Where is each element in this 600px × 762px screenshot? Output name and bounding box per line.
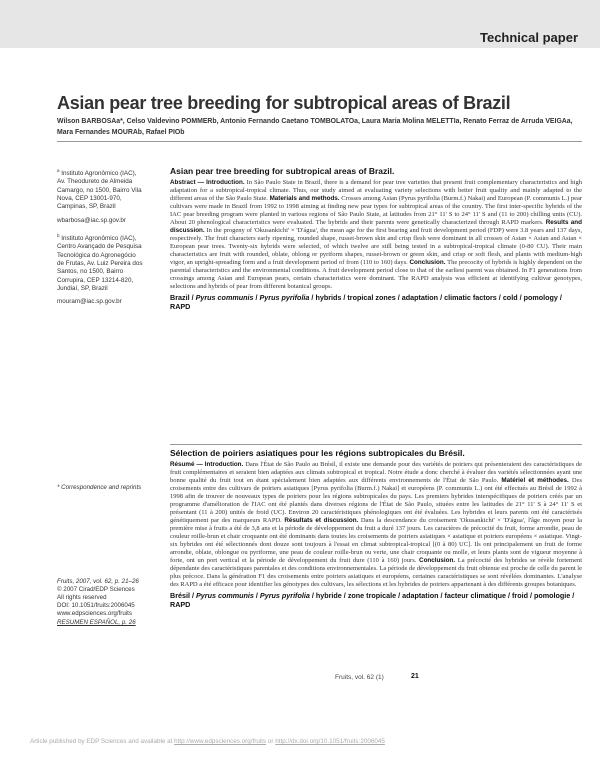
affiliation-b-line: Jundiaí, SP, Brazil (57, 284, 108, 292)
french-abstract (170, 461, 582, 589)
keyword: RAPD (170, 600, 191, 610)
keyword: Pyrus communis (195, 293, 254, 302)
keyword-separator: / (557, 293, 562, 302)
affiliation-a-line: Av. Theodureto de Almeida (57, 178, 133, 186)
keyword-separator: / (527, 591, 534, 600)
keyword: Brazil (170, 293, 190, 302)
abstract-text: In São Paulo State in Brazil, there is a demand for pear tree varieties that present fruit complementary characteristics and high adaptation for a subtropical-tropical climate. Thus, our study aimed at evaluating variety selections with better fruit quality and mainly adapted to the different areas of the São Paulo State. (170, 179, 582, 202)
affiliation-a (57, 167, 152, 225)
citation-line: © 2007 Cirad/EDP Sciences (57, 586, 135, 594)
affiliation-a-email: wbarbosa@iac.sp.gov.br (57, 216, 126, 224)
resumen-link: RESUMEN ESPAÑOL, p. 26 (57, 619, 136, 626)
citation-line: www.edpsciences.org/fruits (57, 610, 132, 618)
affiliation-a-line: Campinas, SP, Brazil (57, 203, 116, 211)
english-abstract (170, 179, 582, 291)
abstract-text: Dans la descendance du croisement 'Okusankichi' × 'D'água', l'âge moyen pour la première mise à fruits a été de 3,8 ans et la période de développement du fruit a duré 137 jours. Les caractères de précocité du fruit, forme arrondie, peau de couleur roille-brun et chair croquante ont été dominants dans toutes les croisements de poiriers asiatiques × asiatique et poiriers européens × asiatique. Vingt-six hybrides ont été sélectionnés dont douze sont toujours à l'essai en climat subtropical-tropical [(0 à 80) UC]. Ils ont principalement un fruit de forme arrondie, oblate, oblongue ou pyriforme, une peau de couleur roille-brun ou verte, une chair croquante ou molle, et leurs plants sont de vigueur moyenne à forte, ont un port vertical et la période de développement du fruit dure (110 à 160) jours. (170, 517, 582, 564)
keyword-separator: / (396, 591, 403, 600)
abstract-text: Dans l'État de São Paulo au Brésil, il existe une demande pour des variétés de poiriers qui présenteraient des caractéristiques de fruit complémentaires et seraient bien adaptées aux climats subtropical et tropical. Notre étude a donc cherché à évaluer des variétés sélectionnées ayant une bonne qualité du fruit tout en étant spécialement bien adaptées aux différents environnements de l'État de São Paulo. (170, 461, 582, 484)
keyword: RAPD (170, 302, 191, 312)
affiliation-a-line: Camargo, no 1500, Bairro Vila (57, 186, 142, 194)
citation-line: DOI: 10.1051/fruits:2006045 (57, 602, 135, 610)
abstract-text: In the progeny of 'Okusankichi' × 'D'água', the mean age for the first bearing and fruit development period (FDP) were 3.8 years and 137 days, respectively. The fruit characters early ripening, rounded shape, russet-brown skin and crisp flesh were dominant in all crosses of Asian × Asian and Asian × European pear trees. Twenty-six hybrids were selected, of which twelve are still being tested in a subtropical-tropical climate (0-80 CU). Their main characteristics are fruit with rounded, oblate, oblong or pyriform shapes, russet-brown or green skin, and crisp or soft flesh, and plants with medium-high vigor, an upright-spreading form and a fruit development period of from (110 to 160) days. (170, 227, 583, 266)
affiliation-b-line: Corrupira, CEP 13214-820, (57, 276, 134, 284)
keyword-separator: / (253, 591, 260, 600)
abstract-text: La précocité des hybrides se révèle fortement dépendante des caractéristiques parentales et des conditions environnementales. La période de développement du fruit obtenue est proche de celle du parent le plus précoce. Dans la génération F1 des croisements entre poiriers asiatiques et européens, certaines caractéristiques se sont révélées dominantes. L'analyse des RAPD a été efficace pour identifier les génotypes des cultivars, les sélections et les hybrides de poiriers appartenant à des différents groupes botaniques. (170, 557, 583, 588)
keyword: tropical zones (347, 293, 396, 302)
abstract-heading: Conclusion. (409, 259, 446, 266)
affiliation-b-line: Santos, no 1500, Bairro (57, 268, 124, 276)
keyword-separator: / (341, 591, 348, 600)
citation-block (57, 578, 157, 618)
affiliation-b-email: mouram@iac.sp.gov.br (57, 298, 122, 306)
keyword-separator: / (253, 293, 260, 302)
citation-line: Fruits, 2007, vol. 62, p. 21–26 (57, 578, 139, 585)
abstract-heading: Résumé — Introduction. (170, 461, 244, 468)
affiliation-b-line: Tecnológica do Agronegócio (57, 251, 136, 259)
section-divider (170, 444, 582, 445)
access-mid: or (267, 738, 274, 745)
keyword-separator: / (309, 293, 316, 302)
abstract-heading: Results and discussion. (170, 219, 582, 234)
author-list: Wilson BARBOSAa*, Celso Valdevino POMMERb, Antonio Fernando Caetano TOMBOLATOa, Laura Maria Molina MELETTIa, Renato Ferraz de Arruda VEIGAa, Mara Fernandes MOURAb, Rafael PIOb (57, 118, 573, 136)
keyword: Pyrus communis (195, 591, 254, 600)
abstract-heading: Matériel et méthodes. (501, 477, 569, 484)
correspondence-note: * Correspondence and reprints (57, 484, 142, 491)
keyword: Brésil (170, 591, 190, 600)
abstract-heading: Materials and methods. (269, 195, 340, 202)
affiliation-b-mark: b (57, 233, 60, 238)
keyword-separator: / (570, 591, 575, 600)
affiliation-b (57, 232, 152, 306)
keyword: facteur climatique (444, 591, 506, 600)
abstract-heading: Abstract — Introduction. (170, 179, 245, 186)
article-title: Asian pear tree breeding for subtropical areas of Brazil (57, 93, 511, 113)
journal-footer: Fruits, vol. 62 (1) (335, 674, 384, 681)
keyword: froid (512, 591, 528, 600)
keyword: adaptation (401, 293, 439, 302)
access-line (30, 738, 385, 745)
keyword: adaptation (402, 591, 439, 600)
french-abstract-section (170, 448, 582, 609)
keyword-separator: / (517, 293, 524, 302)
keyword-separator: / (309, 591, 316, 600)
affiliation-b-line: de Frutas, Av. Luiz Pereira dos (57, 259, 143, 267)
keyword-separator: / (506, 591, 512, 600)
abstract-text: The precocity of hybrids is highly dependent on the parental characteristics and the environmental conditions. A fruit development period close to that of the earliest parent was obtained. In F1 generations from crossings among Asian and European pears, certain characteristics were dominant. The RAPD analysis was efficient at identifying cultivar genotypes, selections and hybrids of pear from different botanical groups. (170, 259, 582, 290)
keyword-separator: / (438, 293, 445, 302)
journal-url-link[interactable]: http://www.edpsciences.org/fruits (174, 738, 267, 745)
english-abstract-section (170, 166, 582, 311)
keyword: climatic factors (444, 293, 497, 302)
citation-line: All rights reserved (57, 594, 107, 602)
access-prefix: Article published by EDP Sciences and available at (30, 738, 173, 745)
keyword-separator: / (496, 293, 503, 302)
keyword: zone tropicale (347, 591, 397, 600)
abstract-text: Des croisements entre des cultivars de poiriers asiatiques [Pyrus pyrifolia (Burm.f.) Nakai] et européens (P. communis L.) ont été effectués au Brésil de 1992 à 1998 afin de trouver de nouveaux types de poiriers pour les régions subtropicales du pays. Les premiers hybrides interspécifiques de poiriers créés par un programme d'amélioration de l'IAC ont été plantés dans diverses régions de l'État de São Paulo, situées entre les latitudes de 21° 11' S à 24° 11' S et présentant (11 à 200) unités de froid (UC). Environ 20 caractéristiques phénologiques ont été évaluées. Les hybrides et leurs parents ont été caractérisés génétiquement par des marqueurs RAPD. (170, 477, 583, 524)
page-number: 21 (411, 673, 419, 680)
section-label: Technical paper (479, 30, 578, 45)
keyword: cold (502, 293, 518, 302)
abstract-heading: Conclusion. (419, 557, 456, 564)
affiliation-a-line: Nova, CEP 13001-970, (57, 194, 122, 202)
doi-link[interactable]: http://dx.doi.org/10.1051/fruits:2006045 (275, 738, 385, 745)
keyword: pomology (523, 293, 558, 302)
keyword: Pyrus pyrifolia (259, 591, 310, 600)
keyword-separator: / (189, 591, 196, 600)
french-keywords (170, 591, 582, 609)
keyword: hybride (315, 591, 342, 600)
french-title: Sélection de poiriers asiatiques pour les régions subtropicales du Brésil. (170, 448, 465, 458)
title-divider (57, 141, 582, 142)
keyword: pomologie (533, 591, 571, 600)
abstract-heading: Résultats et discussion. (284, 517, 359, 524)
keyword-separator: / (341, 293, 348, 302)
english-title: Asian pear tree breeding for subtropical areas of Brazil. (170, 166, 395, 176)
english-keywords (170, 293, 582, 311)
keyword-separator: / (189, 293, 196, 302)
affiliation-b-line: Centro Avançado de Pesquisa (57, 243, 142, 251)
keyword-separator: / (438, 591, 445, 600)
header-band (0, 0, 600, 48)
affiliation-a-mark: a (57, 168, 60, 173)
keyword: Pyrus pyrifolia (259, 293, 310, 302)
keyword: hybrids (315, 293, 342, 302)
abstract-text: Crosses among Asian (Pyrus pyrifolia (Burm.f.) Nakai) and European (P. communis L.) pear cultivars were made in Brazil from 1992 to 1998 aiming at finding new pear types for subtropical areas of the country. The first inter-specific hybrids of the IAC pear breeding program were planted in various regions of São Paulo State, at latitudes from 21° 11' S to 24° 11' S and (11 to 200) chilling units (CU). About 20 phenological characteristics were evaluated. The hybrids and their parents were genetically characterized through RAPD markers. (170, 195, 583, 226)
affiliation-b-line: Instituto Agronômico (IAC), (61, 235, 137, 243)
affiliation-a-line: Instituto Agronômico (IAC), (61, 170, 137, 178)
keyword-separator: / (395, 293, 402, 302)
